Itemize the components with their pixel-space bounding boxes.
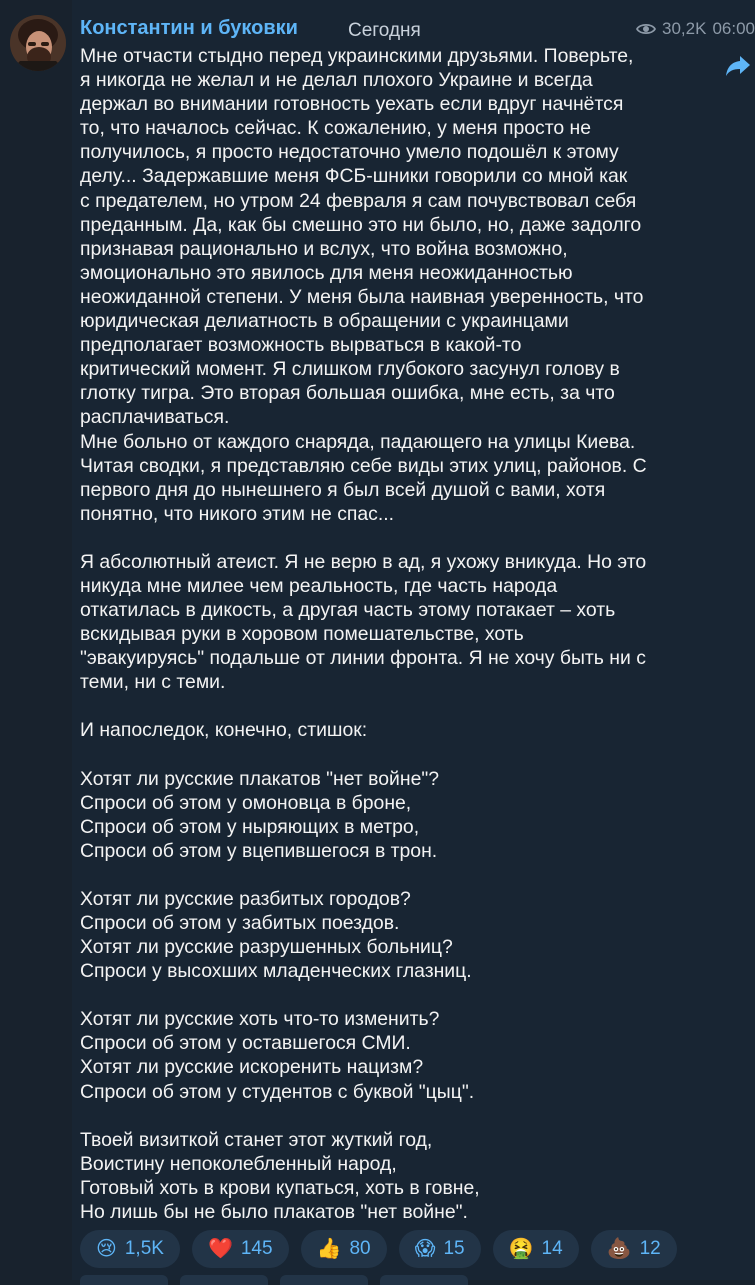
- post-paragraph: И напоследок, конечно, стишок:: [80, 719, 368, 742]
- poem-stanza: Хотят ли русские разбитых городов? Спроси об этом у забитых поездов. Хотят ли русские разрушенных больниц? Спроси у высохших младенческих глазниц.: [80, 887, 472, 983]
- avatar[interactable]: [10, 15, 66, 71]
- reaction-scream[interactable]: [399, 1230, 481, 1268]
- reaction-pill-partial[interactable]: [380, 1275, 468, 1285]
- thumbs-up-icon: 👍: [316, 1238, 342, 1260]
- poem-stanza: Твоей визиткой станет этот жуткий год, Воистину непоколебленный народ, Готовый хоть в крови купаться, хоть в говне, Но лишь бы не было плакатов "нет войне".: [80, 1128, 480, 1223]
- post-meta: [636, 19, 755, 39]
- reactions-bar-overflow: [80, 1275, 468, 1285]
- post-time: 06:00: [712, 19, 755, 38]
- reaction-vomit[interactable]: [493, 1230, 579, 1268]
- reaction-pill-partial[interactable]: [280, 1275, 368, 1285]
- post-header: [80, 17, 755, 45]
- reaction-pill-partial[interactable]: [180, 1275, 268, 1285]
- eye-icon: [636, 22, 656, 36]
- reactions-bar: [80, 1230, 677, 1268]
- reaction-count: 15: [443, 1238, 465, 1259]
- reaction-heart[interactable]: [192, 1230, 289, 1268]
- reaction-pill-partial[interactable]: [80, 1275, 168, 1285]
- date-label: Сегодня: [348, 20, 421, 41]
- reaction-count: 80: [349, 1238, 371, 1259]
- poem-stanza: Хотят ли русские плакатов "нет войне"? Спроси об этом у омоновца в броне, Спроси об этом у ныряющих в метро, Спроси об этом у вцепившегося в трон.: [80, 767, 440, 862]
- poem-stanza: Хотят ли русские хоть что-то изменить? Спроси об этом у оставшегося СМИ. Хотят ли русские искоренить нацизм? Спроси об этом у студентов с буквой "цыц".: [80, 1008, 475, 1103]
- reaction-count: 1,5K: [124, 1238, 164, 1259]
- post-paragraph: Я абсолютный атеист. Я не верю в ад, я ухожу вникуда. Но это никуда мне милее чем реальность, где часть народа откатилась в дикость, а другая часть этому потакает – хоть вскидывая руки в хоровом помешательстве, хоть "эвакуируясь" подальше от линии фронта. Я не хочу быть ни с теми, ни с теми.: [80, 550, 647, 694]
- screaming-face-icon: 😱: [414, 1238, 436, 1260]
- avatar-photo: [10, 15, 66, 71]
- channel-author-name[interactable]: Константин и буковки: [80, 17, 298, 39]
- reaction-crying[interactable]: [80, 1230, 180, 1268]
- reaction-count: 145: [240, 1238, 273, 1259]
- reaction-poop[interactable]: [591, 1230, 677, 1268]
- share-icon[interactable]: [725, 55, 751, 77]
- reaction-count: 12: [639, 1238, 661, 1259]
- views-count: 30,2K: [662, 19, 707, 38]
- crying-face-icon: 😢: [96, 1238, 117, 1260]
- post-text: [80, 44, 710, 1224]
- poop-icon: 💩: [606, 1238, 632, 1260]
- vomiting-face-icon: 🤮: [508, 1238, 534, 1260]
- reaction-count: 14: [541, 1238, 563, 1259]
- post-paragraph: Мне отчасти стыдно перед украинскими друзьями. Поверьте, я никогда не желал и не делал плохого Украине и всегда держал во внимании готовность уехать если вдруг начнётся то, что началось сейчас. К сожалению, у меня просто не получилось, я просто недостаточно умело подошёл к этому делу... Задержавшие меня ФСБ-шники говорили со мной как с предателем, но утром 24 февраля я сам почувствовал себя преданным. Да, как бы смешно это ни было, но, даже задолго признавая рационально и вслух, что война возможно, эмоционально это явилось для меня неожиданностью неожиданной степени. У меня была наивная уверенность, что юридическая делиатность в обращении с украинцами предполагает возможность вырваться в какой-то критический момент. Я слишком глубокого засунул голову в глотку тигра. Это вторая большая ошибка, мне есть, за что расплачиваться. Мне больно от каждого снаряда, падающего на улицы Киева. Читая сводки, я представляю себе виды этих улиц, районов. С первого дня до нынешнего я был всей душой с вами, хотя понятно, что никого этим не спас...: [80, 45, 647, 525]
- heart-icon: ❤️: [207, 1238, 233, 1260]
- reaction-thumbs-up[interactable]: [301, 1230, 387, 1268]
